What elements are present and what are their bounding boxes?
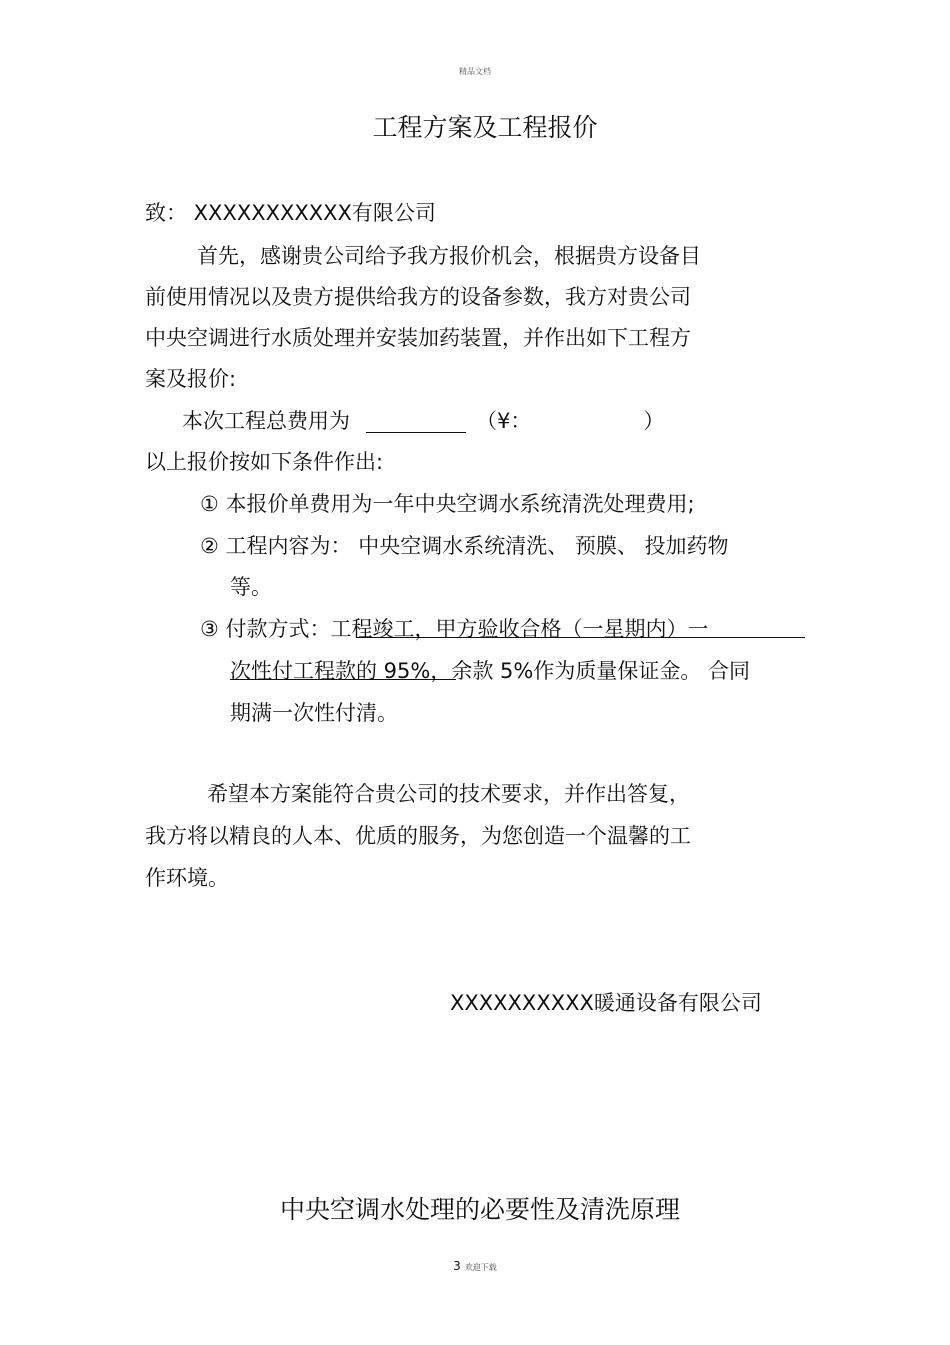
condition-3-line-3: 期满一次性付清。: [230, 701, 398, 725]
signature: XXXXXXXXXX暖通设备有限公司: [450, 991, 762, 1015]
closing-line-1: 希望本方案能符合贵公司的技术要求，并作出答复，: [207, 782, 690, 806]
intro-line-4: 案及报价:: [145, 367, 237, 391]
conditions-intro: 以上报价按如下条件作出:: [145, 450, 384, 474]
condition-text: 工程内容为： 中央空调水系统清洗、 预膜、 投加药物: [225, 534, 729, 558]
page-number: 3: [453, 1259, 461, 1273]
closing-line-3: 作环境。: [145, 866, 229, 890]
condition-3-line-2: [230, 655, 750, 685]
currency-open: （¥：: [476, 409, 532, 433]
currency-close: ）: [643, 409, 665, 433]
total-cost-line: [182, 405, 664, 435]
intro-line-3: 中央空调进行水质处理并安装加药装置，并作出如下工程方: [145, 326, 691, 350]
underline-rule-2: [230, 679, 456, 680]
condition-marker: ①: [200, 492, 219, 516]
condition-3: [200, 613, 709, 643]
document-title: 工程方案及工程报价: [372, 113, 598, 142]
condition-1: [200, 488, 695, 518]
total-cost-label: 本次工程总费用为: [182, 409, 350, 433]
header-note: 精品文档: [459, 67, 491, 76]
condition-text: 本报价单费用为一年中央空调水系统清洗处理费用;: [225, 492, 695, 516]
condition-text-a: 付款方式：: [225, 617, 331, 641]
intro-line-2: 前使用情况以及贵方提供给我方的设备参数，我方对贵公司: [145, 285, 691, 309]
total-cost-blank: [366, 412, 466, 433]
closing-line-2: 我方将以精良的人本、优质的服务，为您创造一个温馨的工: [145, 824, 691, 848]
condition-3-line-2a: 次性付工程款的 95%，: [230, 659, 452, 683]
page-footer: [0, 1259, 950, 1273]
underline-rule-1: [356, 637, 805, 638]
recipient-line: 致： XXXXXXXXXXX有限公司: [145, 201, 436, 225]
condition-marker: ②: [200, 534, 219, 558]
condition-2-continued: 等。: [230, 575, 272, 599]
condition-2: [200, 530, 729, 560]
condition-3-line-2b: 余款 5%作为质量保证金。 合同: [451, 659, 751, 683]
condition-marker: ③: [200, 617, 219, 641]
next-section-title: 中央空调水处理的必要性及清洗原理: [279, 1195, 680, 1224]
intro-line-1: 首先，感谢贵公司给予我方报价机会，根据贵方设备目: [197, 244, 701, 268]
condition-text-b: 工程竣工，甲方验收合格（一星期内）一: [330, 617, 709, 641]
footer-note: 欢迎下载: [464, 1263, 497, 1272]
